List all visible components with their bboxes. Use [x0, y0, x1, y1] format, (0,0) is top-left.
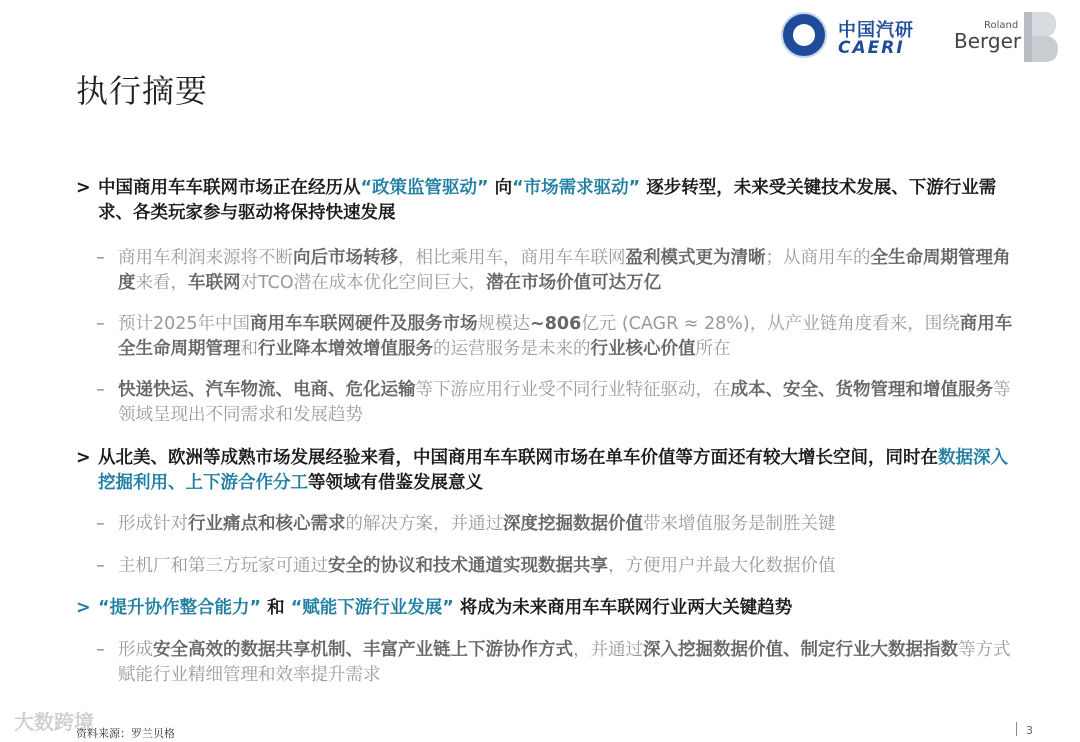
emphasis-text: 行业降本增效增值服务 — [258, 339, 433, 359]
bullet-chevron-icon: > — [76, 178, 91, 198]
highlight-text: “政策监管驱动” — [360, 178, 489, 198]
plain-text: ，相比乘用车，商用车车联网 — [398, 248, 626, 268]
emphasis-text: 深入挖掘数据价值、制定行业大数据指数 — [643, 640, 958, 660]
plain-text: 等领域呈现出不同需求和发展趋势 — [118, 380, 1011, 425]
rb-roland-text: Roland — [984, 20, 1019, 31]
plain-text: 带来增值服务是制胜关键 — [643, 514, 836, 534]
bullet-text — [118, 638, 1013, 688]
emphasis-text: 潜在市场价值可达万亿 — [486, 273, 662, 293]
plain-text: 等下游应用行业受不同行业特征驱动，在 — [415, 380, 731, 400]
bullet-dash-icon: – — [96, 248, 105, 268]
plain-text: 主机厂和第三方玩家可通过 — [118, 556, 328, 576]
bullet-dash-icon: – — [96, 314, 105, 334]
emphasis-text: 安全的协议和技术通道实现数据共享 — [328, 556, 608, 576]
plain-text: 向 — [488, 178, 513, 198]
bullet-text — [118, 512, 1013, 537]
plain-text: 对TCO潜在成本优化空间巨大， — [240, 273, 487, 293]
rb-b-icon — [1024, 12, 1060, 62]
caeri-logo-en: CAERI — [838, 38, 905, 58]
plain-text: 和 — [240, 339, 258, 359]
bullet-text — [98, 596, 1013, 621]
plain-text: 逐步转型，未来受关键技术发展、下游行业需求、各类玩家参与驱动将保持快速发展 — [98, 178, 997, 223]
roland-berger-logo — [954, 12, 1064, 64]
plain-text: 形成 — [118, 640, 153, 660]
emphasis-text: 车联网 — [188, 273, 241, 293]
highlight-text: “赋能下游行业发展” — [290, 598, 454, 618]
watermark: 大数跨境 — [14, 710, 94, 734]
plain-text: 亿元 (CAGR ≈ 28%)，从产业链角度看来，围绕 — [581, 314, 960, 334]
bullet-chevron-icon: > — [76, 448, 91, 468]
bullet-text — [118, 554, 1013, 579]
highlight-text: “市场需求驱动” — [512, 178, 641, 198]
bullet-text — [98, 446, 1013, 496]
plain-text: 的运营服务是未来的 — [433, 339, 591, 359]
plain-text: 的解决方案，并通过 — [345, 514, 503, 534]
source-note: 资料来源：罗兰贝格 — [76, 727, 175, 740]
emphasis-text: 安全高效的数据共享机制、丰富产业链上下游协作方式 — [153, 640, 573, 660]
emphasis-text: ~806 — [530, 314, 582, 334]
bullet-text — [118, 312, 1013, 362]
caeri-logo-cn: 中国汽研 — [838, 20, 914, 41]
plain-text: 商用车利润来源将不断 — [118, 248, 293, 268]
bullet-text — [118, 246, 1013, 296]
plain-text: 等领域有借鉴发展意义 — [308, 473, 483, 493]
plain-text: 所在 — [695, 339, 731, 359]
plain-text: 和 — [261, 598, 291, 618]
bullet-dash-icon: – — [96, 556, 105, 576]
bullet-dash-icon: – — [96, 514, 105, 534]
plain-text: 将成为未来商用车车联网行业两大关键趋势 — [453, 598, 793, 618]
emphasis-text: 快递快运、汽车物流、电商、危化运输 — [118, 380, 416, 400]
bullet-chevron-icon: > — [76, 598, 91, 618]
bullet-text — [98, 176, 1013, 226]
emphasis-text: 深度挖掘数据价值 — [503, 514, 643, 534]
emphasis-text: 成本、安全、货物管理和增值服务 — [730, 380, 993, 400]
plain-text: ，并通过 — [573, 640, 643, 660]
bullet-dash-icon: – — [96, 640, 105, 660]
plain-text: 规模达 — [477, 314, 531, 334]
emphasis-text: 行业痛点和核心需求 — [188, 514, 346, 534]
plain-text: 来看， — [135, 273, 188, 293]
rb-berger-text: Berger — [954, 29, 1022, 53]
page-number: 3 — [1026, 724, 1033, 737]
bullet-dash-icon: – — [96, 380, 105, 400]
plain-text: 中国商用车车联网市场正在经历从 — [98, 178, 361, 198]
caeri-emblem-icon — [781, 12, 827, 58]
plain-text: ；从商用车的 — [765, 248, 871, 268]
plain-text: 形成针对 — [118, 514, 188, 534]
plain-text: 预计2025年中国 — [118, 314, 251, 334]
page-number-divider — [1016, 722, 1017, 736]
plain-text: ，方便用户并最大化数据价值 — [608, 556, 836, 576]
plain-text: 等方式赋能行业精细管理和效率提升需求 — [118, 640, 1011, 685]
emphasis-text: 全生命周期管理角度 — [118, 248, 1011, 293]
highlight-text: “提升协作整合能力” — [98, 598, 262, 618]
plain-text: 从北美、欧洲等成熟市场发展经验来看，中国商用车车联网市场在单车价值等方面还有较大增长空间，同时在 — [98, 448, 938, 468]
highlight-text: 数据深入挖掘利用、上下游合作分工 — [98, 448, 1008, 493]
emphasis-text: 盈利模式更为清晰 — [625, 248, 766, 268]
emphasis-text: 行业核心价值 — [590, 339, 696, 359]
page-title: 执行摘要 — [76, 72, 209, 110]
emphasis-text: 商用车车联网硬件及服务市场 — [250, 314, 478, 334]
emphasis-text: 商用车全生命周期管理 — [118, 314, 1013, 359]
emphasis-text: 向后市场转移 — [293, 248, 398, 268]
caeri-logo — [781, 12, 931, 62]
bullet-text — [118, 378, 1013, 428]
